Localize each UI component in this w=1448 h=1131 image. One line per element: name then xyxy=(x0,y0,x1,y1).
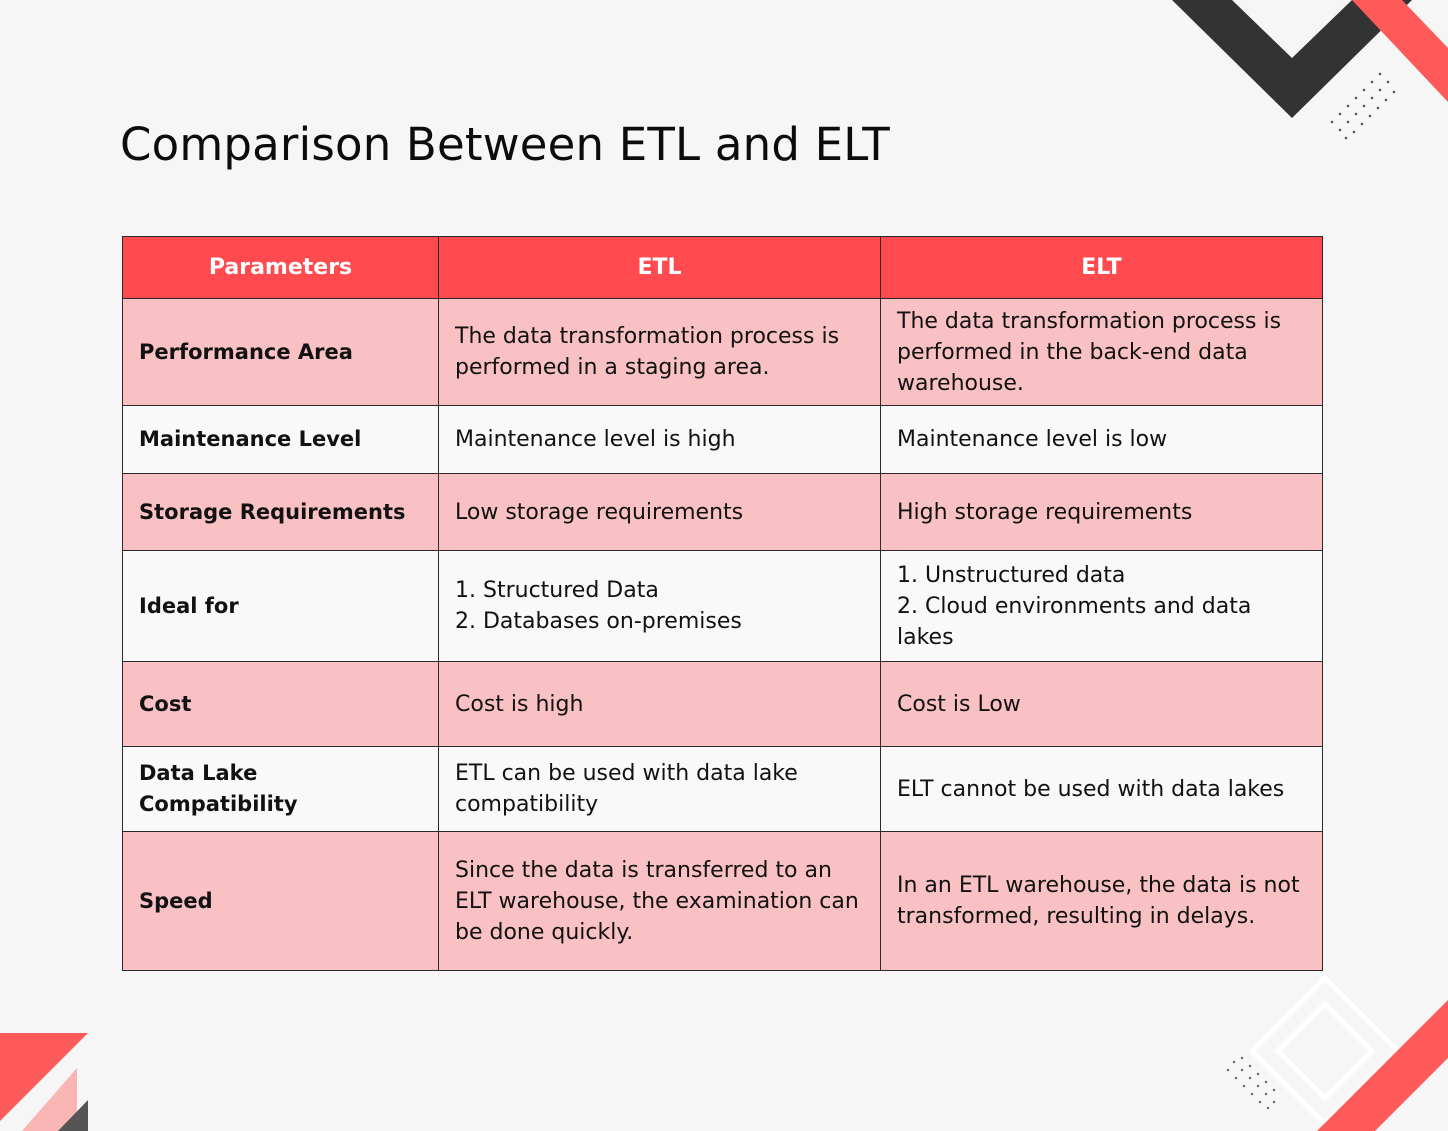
comparison-table xyxy=(122,236,1323,971)
column-header-parameters: Parameters xyxy=(123,237,439,299)
row-elt-value xyxy=(881,832,1323,971)
outline-diamond-outer xyxy=(1252,978,1398,1124)
cell-text: Since the data is transferred to an ELT warehouse, the examination can be done quickly. xyxy=(455,857,859,945)
row-etl-value xyxy=(439,747,881,832)
cell-text: Low storage requirements xyxy=(455,499,744,525)
row-etl-value xyxy=(439,551,881,662)
row-etl-value xyxy=(439,474,881,551)
row-elt-value xyxy=(881,747,1323,832)
cell-text: Cost is Low xyxy=(897,691,1021,717)
table-row xyxy=(123,747,1323,832)
row-parameter: Maintenance Level xyxy=(123,406,439,474)
row-parameter: Performance Area xyxy=(123,299,439,406)
gray-corner-triangle xyxy=(58,1100,88,1131)
column-header-elt: ELT xyxy=(881,237,1323,299)
dot-pattern-top xyxy=(1331,73,1396,140)
cell-text: 1. Structured Data 2. Databases on-premises xyxy=(455,578,742,634)
cell-text: High storage requirements xyxy=(897,499,1193,525)
table-row xyxy=(123,832,1323,971)
dot-pattern-bottom xyxy=(1227,1057,1275,1109)
row-elt-value xyxy=(881,662,1323,747)
red-stripe-bottom-shape xyxy=(1317,1000,1448,1131)
dark-chevron-shape xyxy=(1172,0,1412,118)
cell-text: Maintenance level is low xyxy=(897,427,1168,452)
red-stripe-shape xyxy=(1352,0,1448,102)
row-etl-value xyxy=(439,832,881,971)
row-parameter: Data Lake Compatibility xyxy=(123,747,439,832)
cell-text: The data transformation process is performed in the back-end data warehouse. xyxy=(897,308,1282,396)
row-parameter: Cost xyxy=(123,662,439,747)
row-elt-value xyxy=(881,551,1323,662)
pink-stripe-shape xyxy=(22,1068,77,1131)
column-header-etl: ETL xyxy=(439,237,881,299)
row-parameter: Ideal for xyxy=(123,551,439,662)
row-etl-value xyxy=(439,662,881,747)
cell-text: The data transformation process is performed in a staging area. xyxy=(455,324,840,380)
table-row xyxy=(123,474,1323,551)
cell-text: 1. Unstructured data 2. Cloud environments and data lakes xyxy=(897,562,1252,650)
row-elt-value xyxy=(881,299,1323,406)
cell-text: Cost is high xyxy=(455,691,584,717)
table-row xyxy=(123,299,1323,406)
table-row xyxy=(123,662,1323,747)
table-row xyxy=(123,551,1323,662)
red-corner-triangle xyxy=(0,1033,88,1121)
page-title: Comparison Between ETL and ELT xyxy=(120,118,890,171)
cell-text: Maintenance level is high xyxy=(455,427,736,452)
cell-text: ETL can be used with data lake compatibility xyxy=(455,761,798,817)
cell-text: ELT cannot be used with data lakes xyxy=(897,776,1285,802)
table-header-row xyxy=(123,237,1323,299)
row-parameter: Storage Requirements xyxy=(123,474,439,551)
row-etl-value xyxy=(439,299,881,406)
row-etl-value xyxy=(439,406,881,474)
table-row xyxy=(123,406,1323,474)
row-elt-value xyxy=(881,474,1323,551)
row-elt-value xyxy=(881,406,1323,474)
cell-text: In an ETL warehouse, the data is not transformed, resulting in delays. xyxy=(897,873,1300,929)
outline-diamond-inner xyxy=(1278,1004,1372,1098)
row-parameter: Speed xyxy=(123,832,439,971)
